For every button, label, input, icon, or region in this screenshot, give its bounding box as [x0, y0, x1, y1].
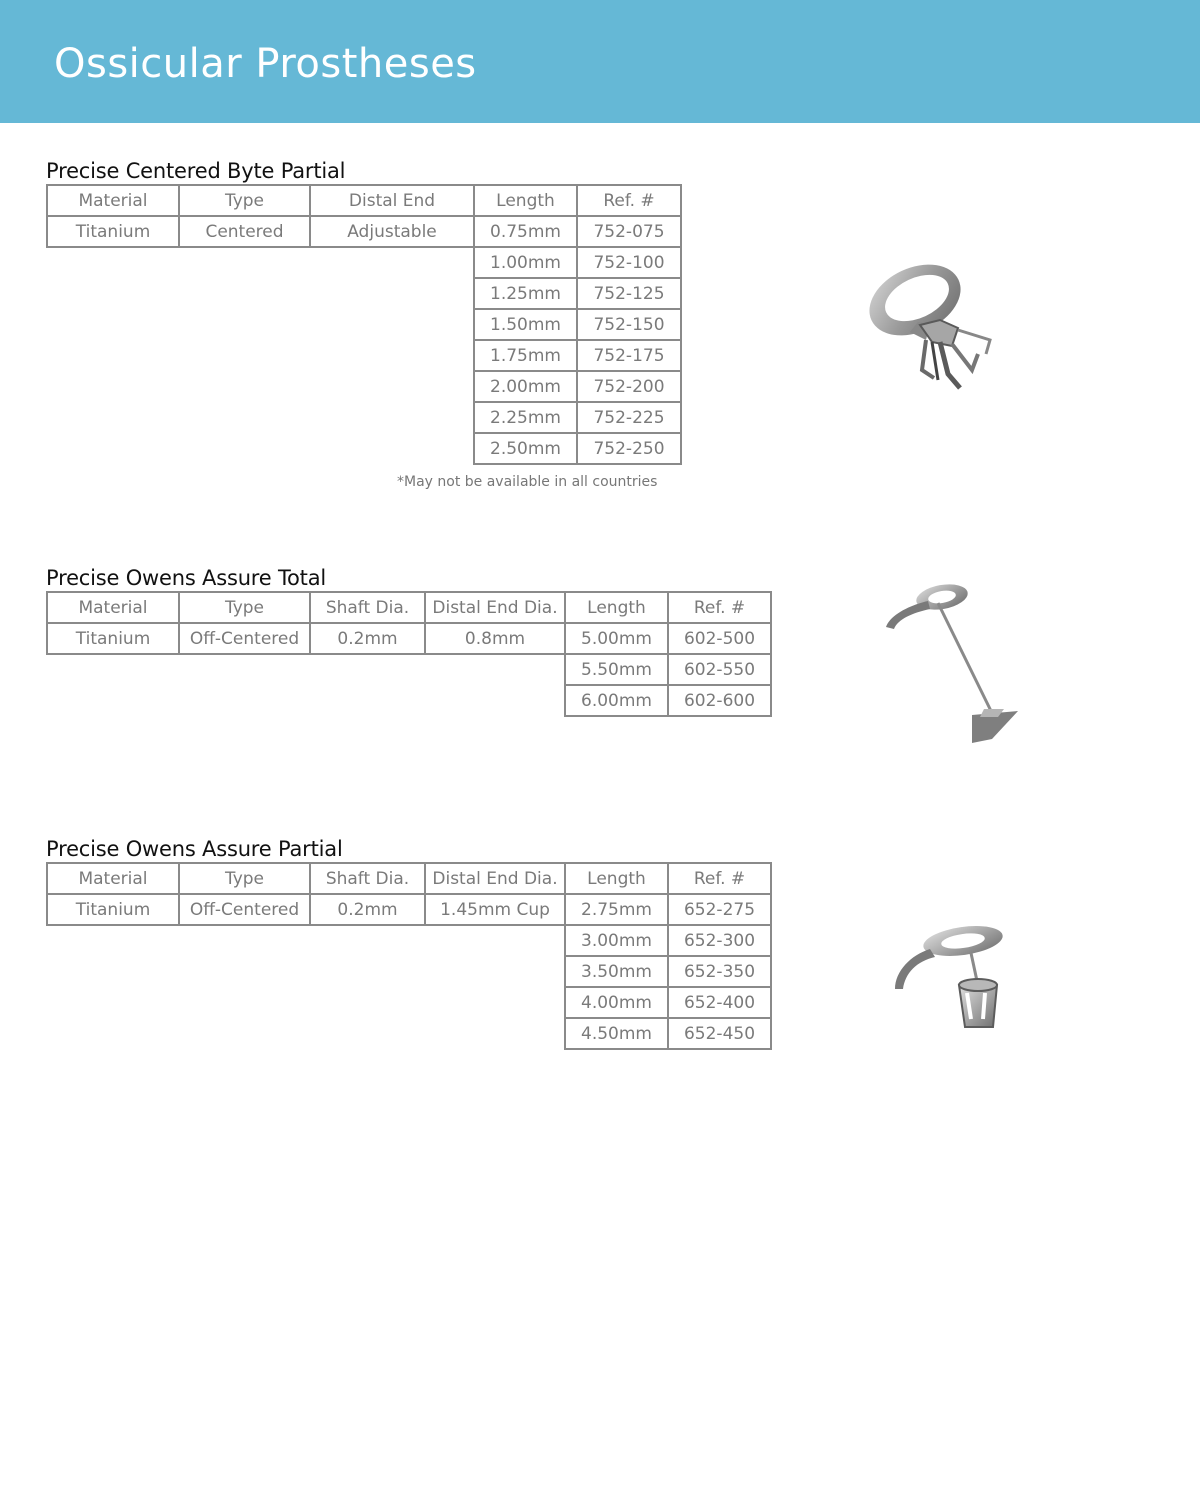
spec-table	[46, 184, 682, 465]
length-cell: 2.00mm	[474, 371, 577, 402]
ref-cell: 752-250	[577, 433, 681, 464]
header-cell: Ref. #	[668, 592, 771, 623]
section-title: Precise Owens Assure Total	[46, 566, 327, 590]
header-cell: Shaft Dia.	[310, 863, 425, 894]
length-cell: 5.00mm	[565, 623, 668, 654]
distal-end-dia-cell: 1.45mm Cup	[425, 894, 565, 925]
header-cell: Type	[179, 592, 310, 623]
ref-cell: 752-150	[577, 309, 681, 340]
header-cell: Length	[565, 863, 668, 894]
length-cell: 1.25mm	[474, 278, 577, 309]
header-cell: Material	[47, 592, 179, 623]
table-row	[47, 402, 681, 433]
material-cell: Titanium	[47, 894, 179, 925]
table-row	[47, 371, 681, 402]
table-row	[47, 1018, 771, 1049]
distal-end-cell: Adjustable	[310, 216, 474, 247]
spec-table	[46, 862, 772, 1050]
material-cell: Titanium	[47, 216, 179, 247]
table-row	[47, 340, 681, 371]
ref-cell: 602-550	[668, 654, 771, 685]
table-row	[47, 278, 681, 309]
table-row	[47, 685, 771, 716]
header-cell: Distal End Dia.	[425, 592, 565, 623]
ref-cell: 752-100	[577, 247, 681, 278]
ref-cell: 752-075	[577, 216, 681, 247]
type-cell: Centered	[179, 216, 310, 247]
table-header-row	[47, 863, 771, 894]
length-cell: 5.50mm	[565, 654, 668, 685]
header-cell: Type	[179, 863, 310, 894]
table-row	[47, 925, 771, 956]
owens-assure-total-prosthesis-image	[880, 575, 1030, 750]
distal-end-dia-cell: 0.8mm	[425, 623, 565, 654]
header-cell: Type	[179, 185, 310, 216]
ref-cell: 652-400	[668, 987, 771, 1018]
shaft-dia-cell: 0.2mm	[310, 894, 425, 925]
section-title: Precise Centered Byte Partial	[46, 159, 346, 183]
length-cell: 3.00mm	[565, 925, 668, 956]
length-cell: 3.50mm	[565, 956, 668, 987]
ref-cell: 602-500	[668, 623, 771, 654]
section-owens-assure-total	[46, 565, 772, 717]
header-cell: Ref. #	[577, 185, 681, 216]
length-cell: 1.00mm	[474, 247, 577, 278]
centered-byte-partial-prosthesis-image	[860, 250, 1000, 400]
page-header	[0, 0, 1200, 123]
header-cell: Material	[47, 185, 179, 216]
material-cell: Titanium	[47, 623, 179, 654]
header-cell: Length	[474, 185, 577, 216]
table-row	[47, 894, 771, 925]
type-cell: Off-Centered	[179, 894, 310, 925]
table-row	[47, 956, 771, 987]
header-cell: Shaft Dia.	[310, 592, 425, 623]
ref-cell: 752-200	[577, 371, 681, 402]
ref-cell: 652-275	[668, 894, 771, 925]
length-cell: 2.25mm	[474, 402, 577, 433]
length-cell: 0.75mm	[474, 216, 577, 247]
length-cell: 4.50mm	[565, 1018, 668, 1049]
page-title: Ossicular Prostheses	[54, 41, 477, 87]
table-row	[47, 216, 681, 247]
table-row	[47, 247, 681, 278]
table-header-row	[47, 185, 681, 216]
length-cell: 1.75mm	[474, 340, 577, 371]
length-cell: 6.00mm	[565, 685, 668, 716]
section-title: Precise Owens Assure Partial	[46, 837, 343, 861]
ref-cell: 752-125	[577, 278, 681, 309]
ref-cell: 652-350	[668, 956, 771, 987]
ref-cell: 602-600	[668, 685, 771, 716]
table-header-row	[47, 592, 771, 623]
ref-cell: 752-225	[577, 402, 681, 433]
header-cell: Length	[565, 592, 668, 623]
section-owens-assure-partial	[46, 836, 772, 1050]
table-row	[47, 433, 681, 464]
header-cell: Distal End Dia.	[425, 863, 565, 894]
header-cell: Ref. #	[668, 863, 771, 894]
owens-assure-partial-prosthesis-image	[885, 915, 1030, 1040]
header-cell: Distal End	[310, 185, 474, 216]
length-cell: 1.50mm	[474, 309, 577, 340]
table-row	[47, 623, 771, 654]
length-cell: 4.00mm	[565, 987, 668, 1018]
table-row	[47, 309, 681, 340]
shaft-dia-cell: 0.2mm	[310, 623, 425, 654]
type-cell: Off-Centered	[179, 623, 310, 654]
ref-cell: 752-175	[577, 340, 681, 371]
section-centered-byte-partial	[46, 158, 682, 465]
header-cell: Material	[47, 863, 179, 894]
ref-cell: 652-300	[668, 925, 771, 956]
ref-cell: 652-450	[668, 1018, 771, 1049]
table-row	[47, 987, 771, 1018]
availability-note: *May not be available in all countries	[397, 474, 658, 490]
length-cell: 2.75mm	[565, 894, 668, 925]
length-cell: 2.50mm	[474, 433, 577, 464]
spec-table	[46, 591, 772, 717]
table-row	[47, 654, 771, 685]
